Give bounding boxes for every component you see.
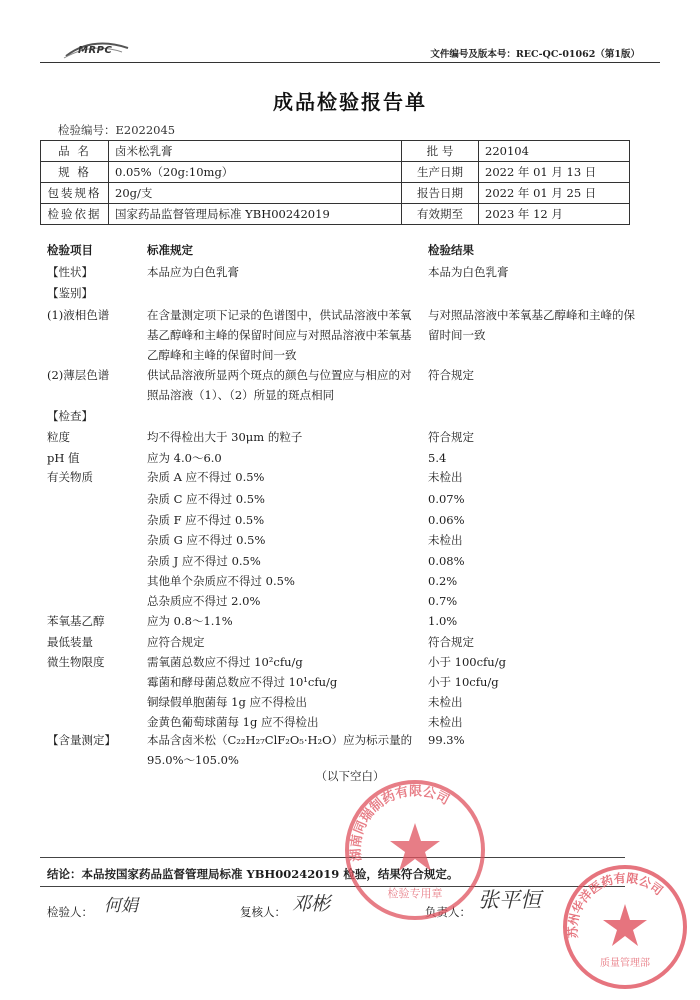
row-result: 未检出 xyxy=(428,715,463,729)
row-item: 微生物限度 xyxy=(47,655,105,669)
info-label: 有效期至 xyxy=(402,204,479,225)
row-result: 本品为白色乳膏 xyxy=(428,265,509,279)
quality-seal xyxy=(560,862,690,992)
column-header-standard: 标准规定 xyxy=(147,243,193,257)
row-item: (1)液相色谱 xyxy=(47,308,110,322)
row-result: 小于 100cfu/g xyxy=(428,655,506,669)
info-row xyxy=(41,183,630,204)
inspector-signature: 何娟 xyxy=(104,896,138,916)
info-value: 220104 xyxy=(479,141,630,162)
row-result: 未检出 xyxy=(428,533,463,547)
page-title: 成品检验报告单 xyxy=(273,90,427,114)
svg-text:苏州华洋医药有限公司: 苏州华洋医药有限公司 xyxy=(565,870,666,939)
reviewer-signature: 邓彬 xyxy=(292,893,331,915)
row-standard: 杂质 G 应不得过 0.5% xyxy=(147,533,266,547)
row-standard: 供试品溶液所显两个斑点的颜色与位置应与相应的对照品溶液（1）、（2）所显的斑点相同 xyxy=(147,368,412,402)
conclusion: 结论：本品按国家药品监督管理局标准 YBH00242019 检验，结果符合规定。 xyxy=(47,867,459,881)
row-result: 0.7% xyxy=(428,594,458,608)
row-item: 最低装量 xyxy=(47,635,93,649)
row-standard: 杂质 A 应不得过 0.5% xyxy=(147,470,265,484)
info-row xyxy=(41,162,630,183)
row-standard: 应符合规定 xyxy=(147,635,205,649)
row-result: 符合规定 xyxy=(428,635,474,649)
row-item: 【含量测定】 xyxy=(47,733,116,747)
row-standard: 应为 4.0～6.0 xyxy=(147,451,222,465)
row-item: 粒度 xyxy=(47,430,70,444)
row-result: 99.3% xyxy=(428,733,465,747)
info-label: 品 名 xyxy=(41,141,109,162)
document-number: 文件编号及版本号：REC-QC-01062（第1版） xyxy=(430,49,640,60)
info-value: 2022 年 01 月 13 日 xyxy=(479,162,630,183)
blank-note: （以下空白） xyxy=(315,769,385,783)
row-standard: 杂质 F 应不得过 0.5% xyxy=(147,513,265,527)
conclusion-bottom-line xyxy=(40,886,625,887)
row-item: 【性状】 xyxy=(47,265,93,279)
row-item: 苯氧基乙醇 xyxy=(47,614,105,628)
row-result: 未检出 xyxy=(428,695,463,709)
row-result: 0.06% xyxy=(428,513,465,527)
info-label: 包装规格 xyxy=(41,183,109,204)
row-standard: 均不得检出大于 30μm 的粒子 xyxy=(147,430,303,444)
info-label: 报告日期 xyxy=(402,183,479,204)
row-standard: 铜绿假单胞菌每 1g 应不得检出 xyxy=(147,695,307,709)
row-result: 0.07% xyxy=(428,492,465,506)
info-row xyxy=(41,141,630,162)
svg-text:湖南同瑞制药有限公司: 湖南同瑞制药有限公司 xyxy=(348,784,452,863)
row-standard: 其他单个杂质应不得过 0.5% xyxy=(147,574,295,588)
row-result: 符合规定 xyxy=(428,430,474,444)
reviewer-label: 复核人： xyxy=(240,905,286,919)
info-value: 国家药品监督管理局标准 YBH00242019 xyxy=(109,204,402,225)
row-standard: 总杂质应不得过 2.0% xyxy=(147,594,261,608)
row-result: 符合规定 xyxy=(428,368,474,382)
info-value: 卤米松乳膏 xyxy=(109,141,402,162)
row-standard: 本品应为白色乳膏 xyxy=(147,265,239,279)
product-info-table xyxy=(40,140,630,225)
info-value: 20g/支 xyxy=(109,183,402,204)
svg-text:检验专用章: 检验专用章 xyxy=(387,887,443,900)
row-item: (2)薄层色谱 xyxy=(47,368,110,382)
row-standard: 在含量测定项下记录的色谱图中，供试品溶液中苯氧基乙醇峰和主峰的保留时间应与对照品溶液中苯氧基乙醇峰和主峰的保留时间一致 xyxy=(147,308,412,362)
column-header-result: 检验结果 xyxy=(428,243,474,257)
row-standard: 应为 0.8～1.1% xyxy=(147,614,233,628)
row-result: 5.4 xyxy=(428,451,447,465)
responsible-signature: 张平恒 xyxy=(478,888,541,912)
info-label: 检验依据 xyxy=(41,204,109,225)
info-value: 0.05%（20g:10mg） xyxy=(109,162,402,183)
row-standard: 需氧菌总数应不得过 10²cfu/g xyxy=(147,655,303,669)
row-result: 小于 10cfu/g xyxy=(428,675,499,689)
row-standard: 霉菌和酵母菌总数应不得过 10¹cfu/g xyxy=(147,675,338,689)
info-row xyxy=(41,204,630,225)
row-result: 0.2% xyxy=(428,574,458,588)
row-standard: 本品含卤米松（C₂₂H₂₇ClF₂O₅·H₂O）应为标示量的95.0%～105.0% xyxy=(147,733,413,767)
info-label: 批 号 xyxy=(402,141,479,162)
column-header-item: 检验项目 xyxy=(47,243,93,257)
inspection-seal xyxy=(340,775,490,925)
responsible-label: 负责人： xyxy=(425,905,471,919)
row-item: 有关物质 xyxy=(47,470,93,484)
header-divider xyxy=(40,62,660,63)
logo-text: MRPC xyxy=(78,45,113,56)
info-value: 2023 年 12 月 xyxy=(479,204,630,225)
conclusion-top-line xyxy=(40,857,625,858)
row-result: 1.0% xyxy=(428,614,458,628)
info-label: 生产日期 xyxy=(402,162,479,183)
inspection-number: 检验编号：E2022045 xyxy=(58,123,176,137)
row-item: 【鉴别】 xyxy=(47,286,93,300)
row-standard: 金黄色葡萄球菌每 1g 应不得检出 xyxy=(147,715,319,729)
info-label: 规 格 xyxy=(41,162,109,183)
row-result: 与对照品溶液中苯氧基乙醇峰和主峰的保留时间一致 xyxy=(428,308,635,342)
svg-text:质量管理部: 质量管理部 xyxy=(600,958,650,969)
inspector-label: 检验人： xyxy=(47,905,93,919)
row-standard: 杂质 C 应不得过 0.5% xyxy=(147,492,265,506)
row-standard: 杂质 J 应不得过 0.5% xyxy=(147,554,261,568)
row-item: 【检查】 xyxy=(47,409,93,423)
row-result: 未检出 xyxy=(428,470,463,484)
row-result: 0.08% xyxy=(428,554,465,568)
info-value: 2022 年 01 月 25 日 xyxy=(479,183,630,204)
row-item: pH 值 xyxy=(47,451,80,465)
